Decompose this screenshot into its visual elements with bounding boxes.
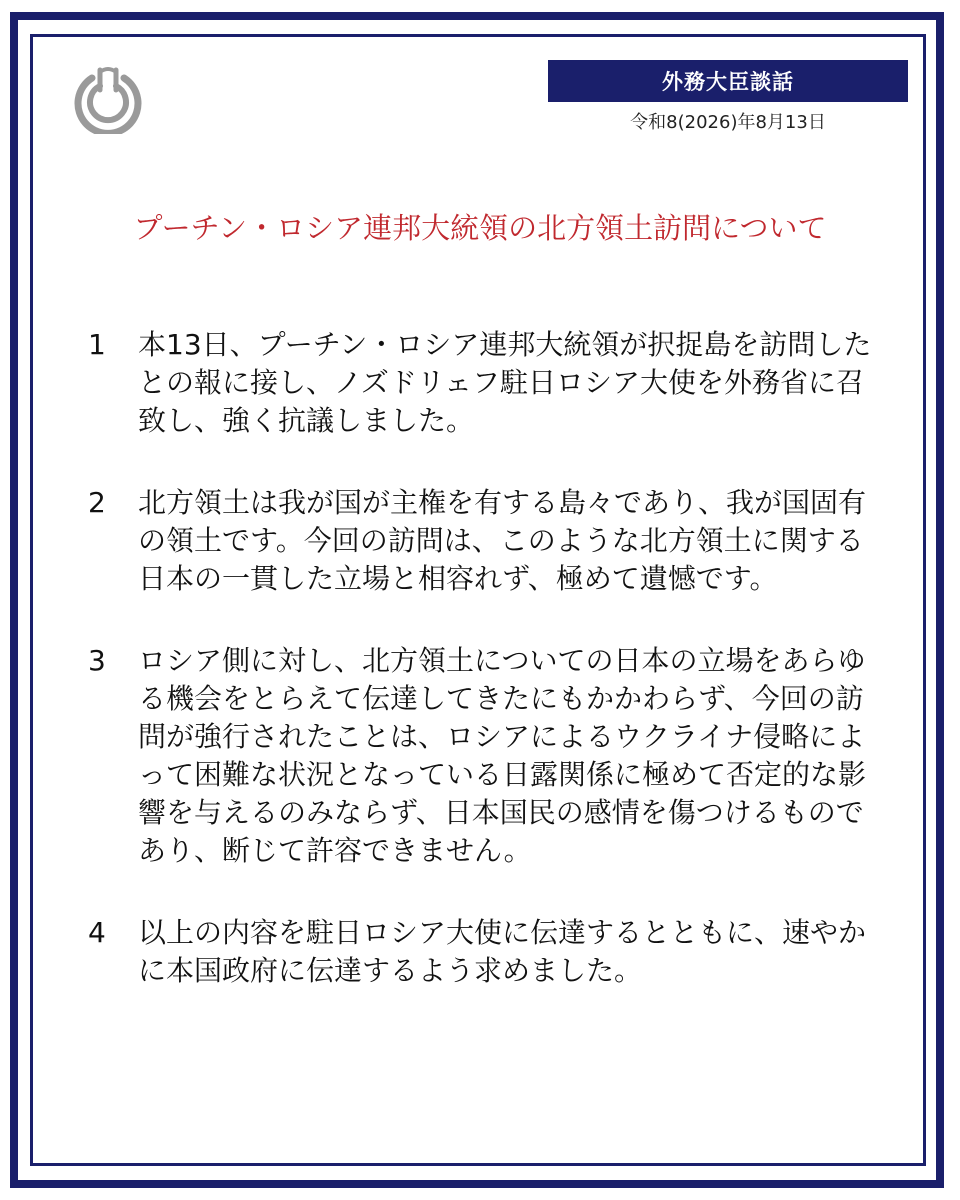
statement-type-badge: 外務大臣談話 — [548, 60, 908, 102]
statement-item — [88, 914, 878, 990]
item-text: ロシア側に対し、北方領土についての日本の立場をあらゆる機会をとらえて伝達してきたにもかかわらず、今回の訪問が強行されたことは、ロシアによるウクライナ侵略によって困難な状況となっている日露関係に極めて否定的な影響を与えるのみならず、日本国民の感情を傷つけるものであり、断じて許容できません。 — [138, 644, 867, 867]
item-number: 2 — [88, 486, 106, 519]
item-number: 1 — [88, 328, 106, 361]
statement-title: プーチン・ロシア連邦大統領の北方領土訪問について — [133, 211, 827, 245]
item-number: 3 — [88, 644, 106, 677]
statement-item — [88, 326, 878, 440]
item-text: 北方領土は我が国が主権を有する島々であり、我が国固有の領土です。今回の訪問は、このような北方領土に関する日本の一貫した立場と相容れず、極めて遺憾です。 — [138, 486, 867, 595]
government-emblem-icon — [72, 66, 144, 134]
item-number: 4 — [88, 916, 106, 949]
statement-item — [88, 642, 878, 870]
statement-item — [88, 484, 878, 598]
item-text: 以上の内容を駐日ロシア大使に伝達するとともに、速やかに本国政府に伝達するよう求めました。 — [138, 916, 867, 987]
item-text: 本13日、プーチン・ロシア連邦大統領が択捉島を訪問したとの報に接し、ノズドリェフ駐日ロシア大使を外務省に召致し、強く抗議しました。 — [138, 328, 872, 437]
statement-date: 令和8(2026)年8月13日 — [630, 112, 826, 133]
statement-body — [88, 326, 878, 1034]
